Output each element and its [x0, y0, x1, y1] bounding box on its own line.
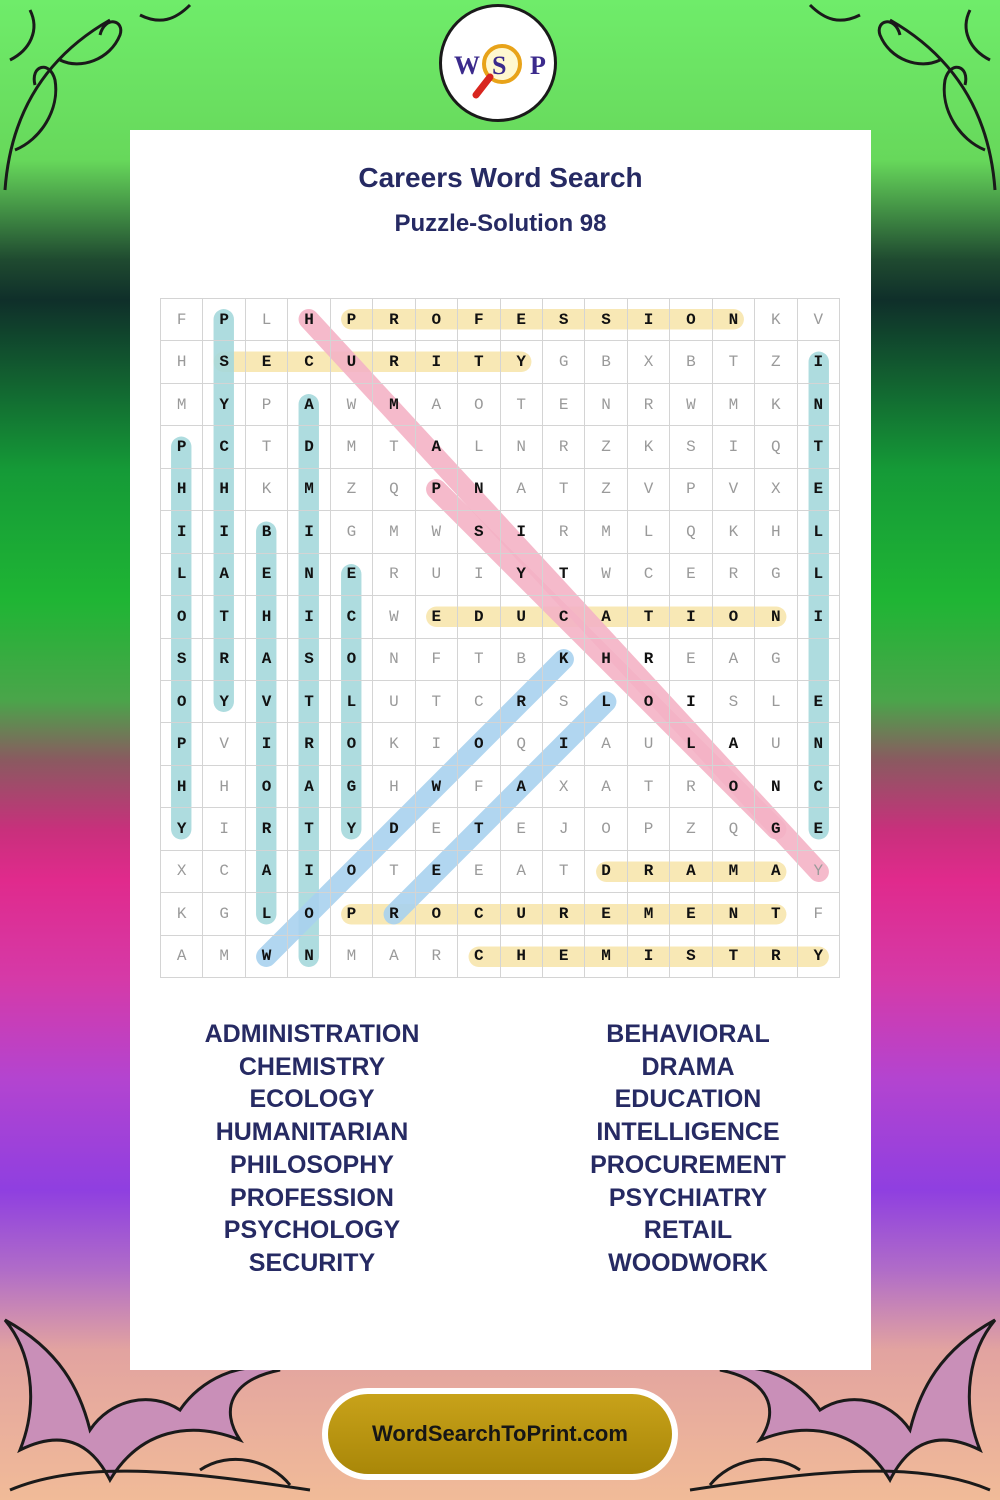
grid-cell[interactable]: L — [755, 681, 797, 723]
grid-cell[interactable]: T — [543, 469, 585, 511]
grid-cell[interactable]: E — [458, 851, 500, 893]
grid-cell[interactable]: M — [161, 384, 203, 426]
grid-cell[interactable]: Z — [755, 341, 797, 383]
grid-cell[interactable]: S — [713, 681, 755, 723]
grid-cell[interactable]: B — [585, 341, 627, 383]
grid-cell[interactable]: A — [203, 554, 245, 596]
grid-cell[interactable]: Y — [501, 341, 543, 383]
grid-cell[interactable]: O — [288, 893, 330, 935]
grid-cell[interactable]: I — [798, 596, 840, 638]
grid-cell[interactable]: S — [670, 936, 712, 978]
grid-cell[interactable]: O — [628, 681, 670, 723]
grid-cell[interactable]: K — [373, 723, 415, 765]
grid-cell[interactable]: L — [628, 511, 670, 553]
grid-cell[interactable]: L — [458, 426, 500, 468]
word-list-item: INTELLIGENCE — [596, 1118, 780, 1147]
grid-cell[interactable]: T — [713, 936, 755, 978]
grid-cell[interactable]: C — [628, 554, 670, 596]
grid-cell[interactable]: U — [501, 596, 543, 638]
grid-cell[interactable]: N — [373, 639, 415, 681]
grid-cell[interactable]: O — [161, 681, 203, 723]
grid-cell[interactable]: V — [246, 681, 288, 723]
grid-cell[interactable]: H — [203, 766, 245, 808]
grid-cell[interactable]: B — [246, 511, 288, 553]
grid-cell[interactable]: P — [161, 426, 203, 468]
grid-cell[interactable]: E — [501, 808, 543, 850]
grid-cell[interactable]: C — [798, 766, 840, 808]
word-list-item: EDUCATION — [614, 1085, 762, 1114]
grid-cell[interactable]: H — [161, 766, 203, 808]
grid-cell[interactable]: C — [288, 341, 330, 383]
grid-cell[interactable]: H — [246, 596, 288, 638]
grid-cell[interactable]: T — [713, 341, 755, 383]
grid-cell[interactable]: K — [543, 639, 585, 681]
grid-cell[interactable]: E — [416, 596, 458, 638]
grid-cell[interactable]: C — [458, 936, 500, 978]
word-list-item: PROCUREMENT — [590, 1150, 786, 1179]
grid-cell[interactable]: G — [755, 639, 797, 681]
grid-cell[interactable]: X — [755, 469, 797, 511]
grid-cell[interactable]: I — [416, 341, 458, 383]
grid-cell[interactable]: A — [713, 723, 755, 765]
grid-cell[interactable]: Q — [755, 426, 797, 468]
grid-cell[interactable]: I — [161, 511, 203, 553]
puzzle-subtitle: Puzzle-Solution 98 — [394, 210, 607, 237]
grid-cell[interactable]: O — [331, 851, 373, 893]
grid-cell[interactable]: L — [161, 554, 203, 596]
grid-cell[interactable]: I — [288, 851, 330, 893]
grid-cell[interactable]: C — [331, 596, 373, 638]
grid-cell[interactable]: R — [755, 936, 797, 978]
grid-cell[interactable]: A — [585, 596, 627, 638]
grid-cell[interactable]: E — [798, 681, 840, 723]
word-list-item: CHEMISTRY — [238, 1052, 386, 1081]
grid-cell[interactable]: L — [798, 511, 840, 553]
word-list-item: ADMINISTRATION — [204, 1020, 420, 1048]
grid-cell[interactable]: Z — [585, 426, 627, 468]
word-list-right — [498, 1018, 878, 1280]
grid-cell[interactable]: K — [713, 511, 755, 553]
grid-cell[interactable]: O — [585, 808, 627, 850]
grid-cell[interactable]: M — [373, 384, 415, 426]
logo-letter-s: S — [492, 51, 507, 80]
grid-cell[interactable]: S — [585, 299, 627, 341]
grid-cell[interactable]: Y — [331, 808, 373, 850]
grid-cell[interactable]: A — [713, 639, 755, 681]
grid-cell[interactable]: S — [543, 681, 585, 723]
grid-cell[interactable]: H — [755, 511, 797, 553]
grid-cell[interactable]: A — [416, 384, 458, 426]
grid-cell[interactable]: E — [416, 851, 458, 893]
grid-cell[interactable]: Y — [203, 384, 245, 426]
grid-cell[interactable]: M — [331, 936, 373, 978]
grid-cell[interactable]: O — [331, 639, 373, 681]
grid-cell[interactable]: D — [373, 808, 415, 850]
grid-cell[interactable]: E — [670, 893, 712, 935]
grid-cell[interactable]: M — [713, 851, 755, 893]
grid-cell[interactable]: R — [416, 936, 458, 978]
grid-cell[interactable]: R — [628, 639, 670, 681]
grid-cell[interactable]: N — [288, 936, 330, 978]
grid-cell[interactable]: T — [501, 384, 543, 426]
grid-cell[interactable]: I — [628, 299, 670, 341]
grid-cell[interactable]: D — [458, 596, 500, 638]
grid-cell[interactable]: I — [628, 936, 670, 978]
grid-cell[interactable]: U — [331, 341, 373, 383]
grid-cell[interactable]: H — [373, 766, 415, 808]
grid-cell[interactable]: A — [501, 766, 543, 808]
grid-cell[interactable]: A — [670, 851, 712, 893]
grid-cell[interactable]: F — [458, 299, 500, 341]
grid-cell[interactable]: I — [501, 511, 543, 553]
puzzle-title: Careers Word Search — [358, 162, 643, 193]
grid-cell[interactable]: T — [373, 851, 415, 893]
grid-cell[interactable]: I — [798, 341, 840, 383]
grid-cell[interactable]: A — [585, 723, 627, 765]
grid-cell[interactable]: C — [203, 426, 245, 468]
grid-cell[interactable]: T — [543, 554, 585, 596]
grid-cell[interactable]: E — [670, 639, 712, 681]
grid-cell[interactable]: M — [203, 936, 245, 978]
grid-cell[interactable]: U — [628, 723, 670, 765]
grid-cell[interactable]: H — [161, 341, 203, 383]
grid-cell[interactable]: U — [501, 893, 543, 935]
grid-cell[interactable]: T — [458, 341, 500, 383]
grid-cell[interactable]: V — [628, 469, 670, 511]
grid-cell[interactable]: B — [501, 639, 543, 681]
grid-cell[interactable]: Y — [203, 681, 245, 723]
grid-cell[interactable]: R — [713, 554, 755, 596]
grid-cell[interactable]: U — [373, 681, 415, 723]
grid-cell[interactable]: E — [798, 469, 840, 511]
grid-cell[interactable]: G — [755, 808, 797, 850]
grid-cell[interactable]: I — [416, 723, 458, 765]
grid-cell[interactable]: H — [161, 469, 203, 511]
grid-cell[interactable]: K — [628, 426, 670, 468]
grid-cell[interactable]: O — [713, 596, 755, 638]
grid-cell[interactable]: S — [203, 341, 245, 383]
grid-cell[interactable]: Z — [585, 469, 627, 511]
grid-cell[interactable]: Y — [798, 936, 840, 978]
grid-cell[interactable]: K — [246, 469, 288, 511]
grid-cell[interactable]: W — [670, 384, 712, 426]
wsp-logo — [439, 4, 557, 122]
grid-cell[interactable]: X — [161, 851, 203, 893]
grid-cell[interactable]: S — [161, 639, 203, 681]
grid-cell[interactable]: Z — [331, 469, 373, 511]
grid-cell[interactable]: U — [755, 723, 797, 765]
grid-cell[interactable]: P — [203, 299, 245, 341]
grid-cell[interactable]: G — [543, 341, 585, 383]
grid-cell[interactable]: O — [458, 723, 500, 765]
grid-cell[interactable]: O — [670, 299, 712, 341]
grid-cell[interactable]: R — [373, 893, 415, 935]
word-list-item: PROFESSION — [230, 1183, 394, 1212]
grid-cell[interactable]: I — [670, 596, 712, 638]
grid-cell[interactable]: I — [288, 596, 330, 638]
grid-cell[interactable]: G — [203, 893, 245, 935]
grid-cell[interactable]: A — [246, 639, 288, 681]
grid-cell[interactable]: E — [798, 808, 840, 850]
grid-cell[interactable]: L — [585, 681, 627, 723]
grid-cell[interactable]: R — [628, 851, 670, 893]
grid-cell[interactable]: R — [543, 893, 585, 935]
grid-cell[interactable]: R — [373, 299, 415, 341]
grid-cell[interactable]: P — [331, 299, 373, 341]
grid-cell[interactable]: U — [416, 554, 458, 596]
grid-cell[interactable]: G — [331, 766, 373, 808]
grid-cell[interactable]: A — [246, 851, 288, 893]
grid-cell[interactable]: M — [331, 426, 373, 468]
grid-cell[interactable]: E — [501, 299, 543, 341]
grid-cell[interactable]: R — [203, 639, 245, 681]
word-list-item: PHILOSOPHY — [230, 1150, 394, 1179]
grid-cell[interactable]: R — [373, 341, 415, 383]
grid-cell[interactable]: H — [288, 299, 330, 341]
grid-cell[interactable]: S — [458, 511, 500, 553]
grid-cell[interactable]: R — [501, 681, 543, 723]
grid-cell[interactable]: M — [713, 384, 755, 426]
grid-cell[interactable]: I — [246, 723, 288, 765]
logo-letter-w: W — [454, 51, 480, 80]
grid-cell[interactable]: L — [246, 893, 288, 935]
grid-cell[interactable]: N — [713, 299, 755, 341]
word-list-item: RETAIL — [643, 1216, 733, 1245]
grid-cell[interactable]: C — [543, 596, 585, 638]
grid-cell[interactable]: N — [458, 469, 500, 511]
grid-cell[interactable]: L — [246, 299, 288, 341]
grid-cell[interactable]: A — [288, 766, 330, 808]
grid-cell[interactable]: R — [373, 554, 415, 596]
grid-cell[interactable]: G — [331, 511, 373, 553]
grid-cell[interactable]: I — [458, 554, 500, 596]
grid-cell[interactable]: F — [458, 766, 500, 808]
footer-banner[interactable] — [322, 1388, 678, 1480]
grid-cell[interactable]: I — [203, 511, 245, 553]
grid-cell[interactable]: A — [161, 936, 203, 978]
grid-cell[interactable]: P — [246, 384, 288, 426]
grid-cell[interactable]: D — [288, 426, 330, 468]
grid-cell[interactable]: Q — [373, 469, 415, 511]
word-list-item: WOODWORK — [608, 1248, 768, 1277]
grid-cell[interactable]: T — [288, 681, 330, 723]
grid-cell[interactable]: N — [798, 723, 840, 765]
grid-cell[interactable]: W — [416, 511, 458, 553]
grid-cell[interactable]: C — [203, 851, 245, 893]
grid-cell[interactable]: P — [416, 469, 458, 511]
grid-cell[interactable]: N — [501, 426, 543, 468]
grid-cell[interactable]: E — [670, 554, 712, 596]
grid-cell[interactable]: P — [628, 808, 670, 850]
grid-cell[interactable]: N — [288, 554, 330, 596]
grid-cell[interactable]: O — [331, 723, 373, 765]
grid-cell[interactable]: W — [246, 936, 288, 978]
grid-cell[interactable]: A — [585, 766, 627, 808]
grid-cell[interactable]: C — [458, 681, 500, 723]
grid-cell[interactable]: T — [543, 851, 585, 893]
grid-cell[interactable]: X — [628, 341, 670, 383]
grid-cell[interactable]: B — [670, 341, 712, 383]
grid-cell[interactable]: T — [458, 808, 500, 850]
grid-cell[interactable]: X — [543, 766, 585, 808]
grid-cell[interactable]: M — [585, 936, 627, 978]
grid-cell[interactable]: A — [755, 851, 797, 893]
grid-cell[interactable]: T — [246, 426, 288, 468]
grid-cell[interactable]: I — [543, 723, 585, 765]
grid-cell[interactable]: T — [798, 426, 840, 468]
grid-cell[interactable]: K — [161, 893, 203, 935]
grid-cell[interactable]: I — [288, 511, 330, 553]
footer-site-link[interactable]: WordSearchToPrint.com — [328, 1394, 672, 1474]
grid-cell[interactable]: M — [585, 511, 627, 553]
grid-cell[interactable]: V — [203, 723, 245, 765]
grid-cell[interactable]: R — [628, 384, 670, 426]
grid-cell[interactable]: A — [501, 851, 543, 893]
grid-cell[interactable]: K — [755, 299, 797, 341]
grid-cell[interactable]: V — [713, 469, 755, 511]
grid-cell[interactable] — [798, 639, 840, 681]
grid-cell[interactable]: S — [543, 299, 585, 341]
grid-cell[interactable]: I — [203, 808, 245, 850]
grid-cell[interactable]: S — [288, 639, 330, 681]
grid-cell[interactable]: D — [585, 851, 627, 893]
grid-cell[interactable]: N — [755, 766, 797, 808]
grid-cell[interactable]: J — [543, 808, 585, 850]
grid-cell[interactable]: P — [331, 893, 373, 935]
grid-cell[interactable]: A — [416, 426, 458, 468]
grid-cell[interactable]: H — [203, 469, 245, 511]
grid-cell[interactable]: E — [416, 808, 458, 850]
grid-cell[interactable]: A — [288, 384, 330, 426]
grid-cell[interactable]: N — [713, 893, 755, 935]
grid-cell[interactable]: T — [416, 681, 458, 723]
grid-cell[interactable]: O — [458, 384, 500, 426]
grid-cell[interactable]: L — [670, 723, 712, 765]
grid-cell[interactable]: R — [543, 426, 585, 468]
grid-cell[interactable]: G — [755, 554, 797, 596]
grid-cell[interactable]: E — [543, 936, 585, 978]
grid-cell[interactable]: I — [713, 426, 755, 468]
word-list-item: DRAMA — [641, 1052, 735, 1081]
grid-cell[interactable]: A — [373, 936, 415, 978]
grid-cell[interactable]: P — [161, 723, 203, 765]
grid-cell[interactable]: R — [246, 808, 288, 850]
word-list-item: PSYCHIATRY — [608, 1183, 768, 1212]
logo-letter-p: P — [530, 51, 546, 80]
grid-cell[interactable]: O — [161, 596, 203, 638]
grid-cell[interactable]: E — [331, 554, 373, 596]
grid-cell[interactable]: T — [458, 639, 500, 681]
grid-cell[interactable]: L — [798, 554, 840, 596]
grid-cell[interactable]: T — [203, 596, 245, 638]
grid-cell[interactable]: I — [670, 681, 712, 723]
grid-cell[interactable]: L — [331, 681, 373, 723]
grid-cell[interactable]: T — [628, 766, 670, 808]
grid-cell[interactable]: F — [416, 639, 458, 681]
word-list-item: BEHAVIORAL — [606, 1020, 770, 1048]
grid-cell[interactable]: O — [713, 766, 755, 808]
grid-cell[interactable]: R — [288, 723, 330, 765]
grid-cell[interactable]: O — [416, 893, 458, 935]
grid-cell[interactable]: E — [246, 554, 288, 596]
letter-grid — [160, 298, 840, 978]
grid-cell[interactable]: T — [628, 596, 670, 638]
grid-cell[interactable]: E — [246, 341, 288, 383]
grid-cell[interactable]: T — [288, 808, 330, 850]
grid-cell[interactable]: W — [373, 596, 415, 638]
grid-cell[interactable]: R — [670, 766, 712, 808]
grid-cell[interactable]: Y — [501, 554, 543, 596]
grid-cell[interactable]: H — [501, 936, 543, 978]
grid-cell[interactable]: F — [161, 299, 203, 341]
word-list-item: ECOLOGY — [249, 1085, 375, 1114]
grid-cell[interactable]: Q — [670, 511, 712, 553]
grid-cell[interactable]: M — [628, 893, 670, 935]
grid-cell[interactable]: P — [670, 469, 712, 511]
word-list-item: HUMANITARIAN — [215, 1118, 409, 1147]
grid-cell[interactable]: N — [755, 596, 797, 638]
grid-cell[interactable]: E — [585, 893, 627, 935]
grid-cell[interactable]: Z — [670, 808, 712, 850]
grid-cell[interactable]: Y — [161, 808, 203, 850]
grid-cell[interactable]: N — [585, 384, 627, 426]
grid-cell[interactable]: N — [798, 384, 840, 426]
grid-cell[interactable]: S — [670, 426, 712, 468]
grid-cell[interactable]: Q — [713, 808, 755, 850]
grid-cell[interactable]: A — [501, 469, 543, 511]
grid-cell[interactable]: T — [755, 893, 797, 935]
grid-cell[interactable]: V — [798, 299, 840, 341]
grid-cell[interactable]: W — [585, 554, 627, 596]
grid-cell[interactable]: Q — [501, 723, 543, 765]
grid-cell[interactable]: W — [416, 766, 458, 808]
grid-cell[interactable]: O — [246, 766, 288, 808]
grid-cell[interactable]: Y — [798, 851, 840, 893]
grid-cell[interactable]: T — [373, 426, 415, 468]
word-list-item: SECURITY — [248, 1248, 376, 1277]
word-list-left — [122, 1018, 502, 1280]
grid-cell[interactable]: F — [798, 893, 840, 935]
grid-cell[interactable]: E — [543, 384, 585, 426]
grid-cell[interactable]: R — [543, 511, 585, 553]
grid-cell[interactable]: O — [416, 299, 458, 341]
word-list-item: PSYCHOLOGY — [223, 1216, 401, 1245]
grid-cell[interactable]: C — [458, 893, 500, 935]
grid-cell[interactable]: H — [585, 639, 627, 681]
grid-cell[interactable]: M — [288, 469, 330, 511]
grid-cell[interactable]: K — [755, 384, 797, 426]
grid-cell[interactable]: M — [373, 511, 415, 553]
grid-cell[interactable]: W — [331, 384, 373, 426]
